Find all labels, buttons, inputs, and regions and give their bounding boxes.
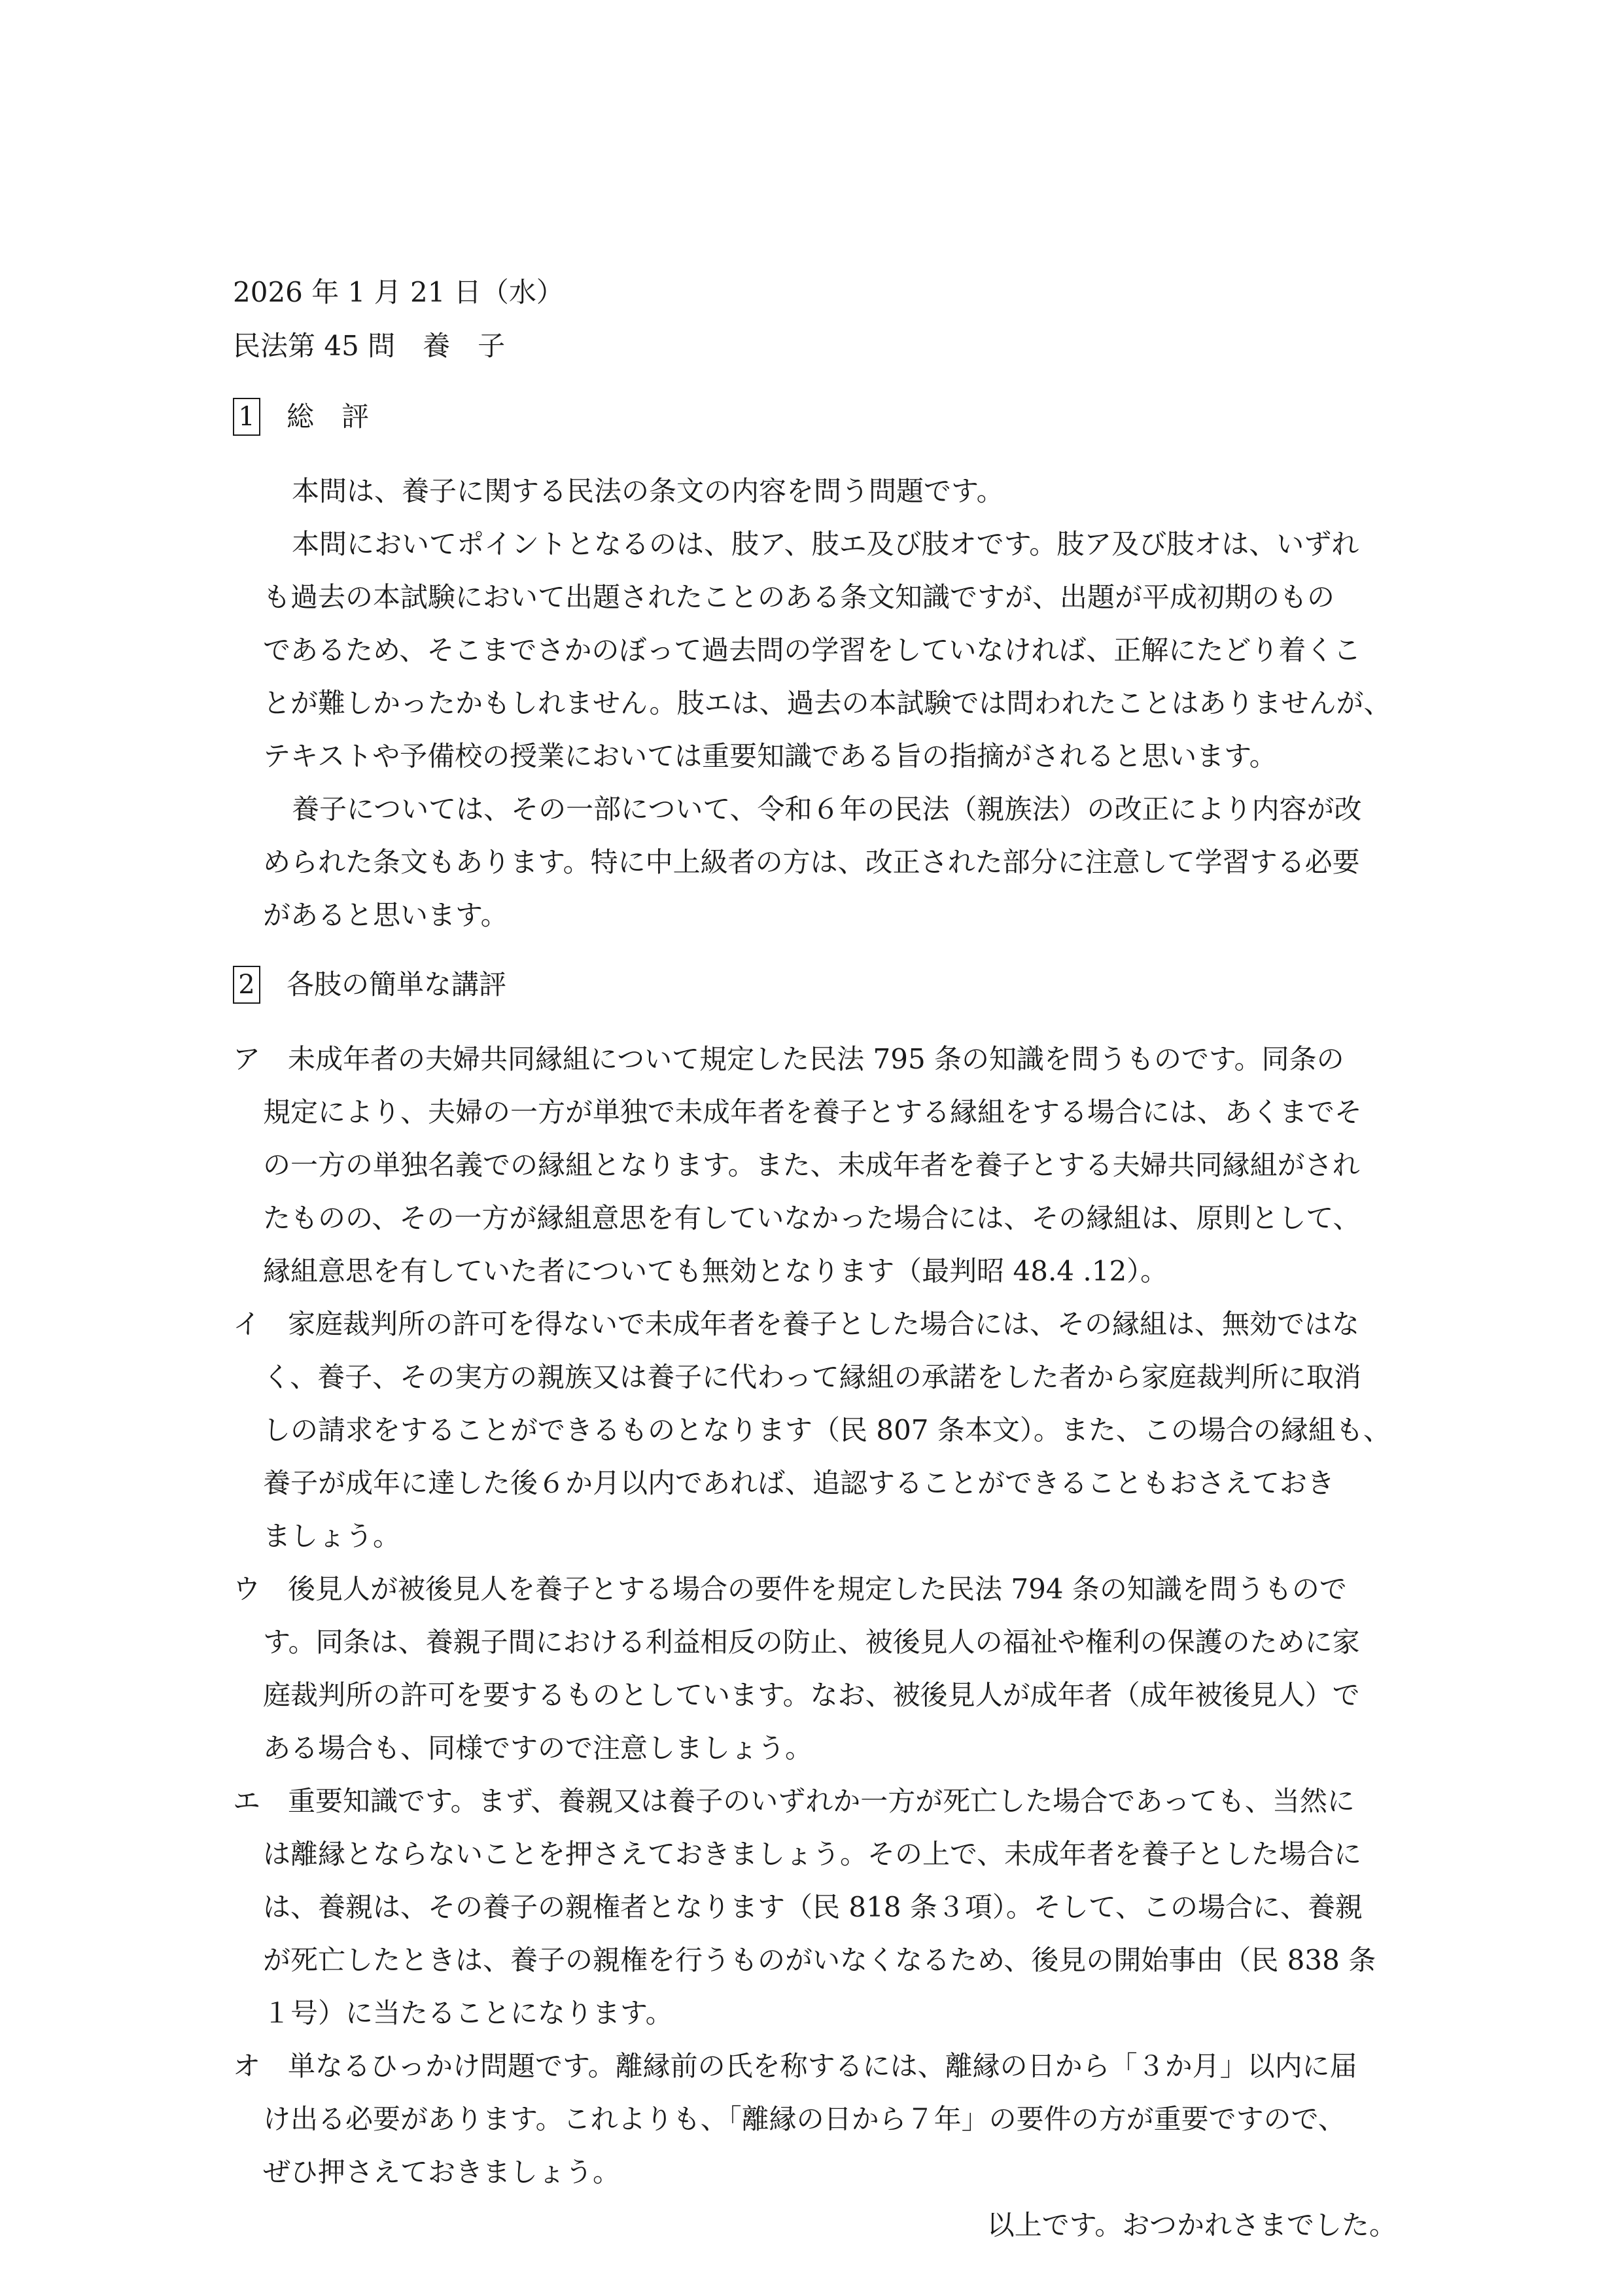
section-1-title: 総 評 [287,400,370,433]
section-1-line: テキストや予備校の授業においては重要知識である旨の指摘がされると思います。 [263,740,1277,772]
section-2-title: 各肢の簡単な講評 [287,968,507,1000]
item-i-line: ましょう。 [263,1520,401,1552]
section-1-line: とが難しかったかもしれません。肢エは、過去の本試験では問われたことはありませんが、 [263,687,1391,719]
item-e-line: が死亡したときは、養子の親権を行うものがいなくなるため、後見の開始事由（民 838 条 [263,1944,1376,1976]
item-o-line: オ 単なるひっかけ問題です。離縁前の氏を称するには、離縁の日から「３か月」以内に届 [233,2050,1357,2082]
section-1-line: も過去の本試験において出題されたことのある条文知識ですが、出題が平成初期のもの [263,581,1335,613]
item-i-line: しの請求をすることができるものとなります（民 807 条本文）。また、この場合の縁組も、 [263,1414,1391,1446]
item-u-line: ウ 後見人が被後見人を養子とする場合の要件を規定した民法 794 条の知識を問うもので [233,1573,1347,1605]
section-1-line: であるため、そこまでさかのぼって過去問の学習をしていなければ、正解にたどり着くこ [263,634,1361,666]
item-o-line: け出る必要があります。これよりも、「離縁の日から７年」の要件の方が重要ですので、 [263,2103,1346,2135]
item-e-line: は、養親は、その養子の親権者となります（民 818 条３項）。そして、この場合に、養親 [263,1891,1363,1923]
section-1-number: 1 [233,398,260,436]
item-e-line: は離縁とならないことを押さえておきましょう。その上で、未成年者を養子とした場合に [263,1838,1362,1870]
item-a-line: たものの、その一方が縁組意思を有していなかった場合には、その縁組は、原則として、 [263,1202,1361,1234]
question-title: 民法第 45 問 養 子 [233,330,506,362]
item-u-line: ある場合も、同様ですので注意しましょう。 [263,1732,813,1764]
section-1-line: 本問においてポイントとなるのは、肢ア、肢エ及び肢オです。肢ア及び肢オは、いずれ [292,528,1359,560]
section-2-heading [233,966,506,1004]
section-1-line: があると思います。 [263,899,508,931]
item-i-line: イ 家庭裁判所の許可を得ないで未成年者を養子とした場合には、その縁組は、無効ではな [233,1308,1360,1340]
section-1-line: 本問は、養子に関する民法の条文の内容を問う問題です。 [292,475,1004,507]
item-e-line: エ 重要知識です。まず、養親又は養子のいずれか一方が死亡した場合であっても、当然に [233,1785,1355,1817]
item-o-line: ぜひ押さえておきましょう。 [263,2156,621,2188]
item-i-line: 養子が成年に達した後６か月以内であれば、追認することができることもおさえておき [263,1467,1335,1499]
section-1-line: 養子については、その一部について、令和６年の民法（親族法）の改正により内容が改 [292,793,1362,825]
document-date: 2026 年 1 月 21 日（水） [233,276,564,308]
item-a-line: の一方の単独名義での縁組となります。また、未成年者を養子とする夫婦共同縁組がされ [263,1149,1360,1181]
item-a-line: 縁組意思を有していた者についても無効となります（最判昭 48.4 .12）。 [263,1255,1168,1287]
section-1-line: められた条文もあります。特に中上級者の方は、改正された部分に注意して学習する必要 [263,846,1360,878]
item-e-line: １号）に当たることになります。 [263,1997,673,2029]
item-i-line: く、養子、その実方の親族又は養子に代わって縁組の承諾をした者から家庭裁判所に取消 [263,1361,1361,1393]
item-u-line: す。同条は、養親子間における利益相反の防止、被後見人の福祉や権利の保護のために家 [263,1626,1360,1658]
closing-remark: 以上です。おつかれさまでした。 [986,2209,1397,2241]
section-2-number: 2 [233,966,260,1004]
section-1-heading [233,398,369,436]
item-a-line: 規定により、夫婦の一方が単独で未成年者を養子とする縁組をする場合には、あくまでそ [263,1096,1363,1128]
item-a-line: ア 未成年者の夫婦共同縁組について規定した民法 795 条の知識を問うものです。同条の [233,1043,1344,1075]
item-u-line: 庭裁判所の許可を要するものとしています。なお、被後見人が成年者（成年被後見人）で [263,1679,1360,1711]
